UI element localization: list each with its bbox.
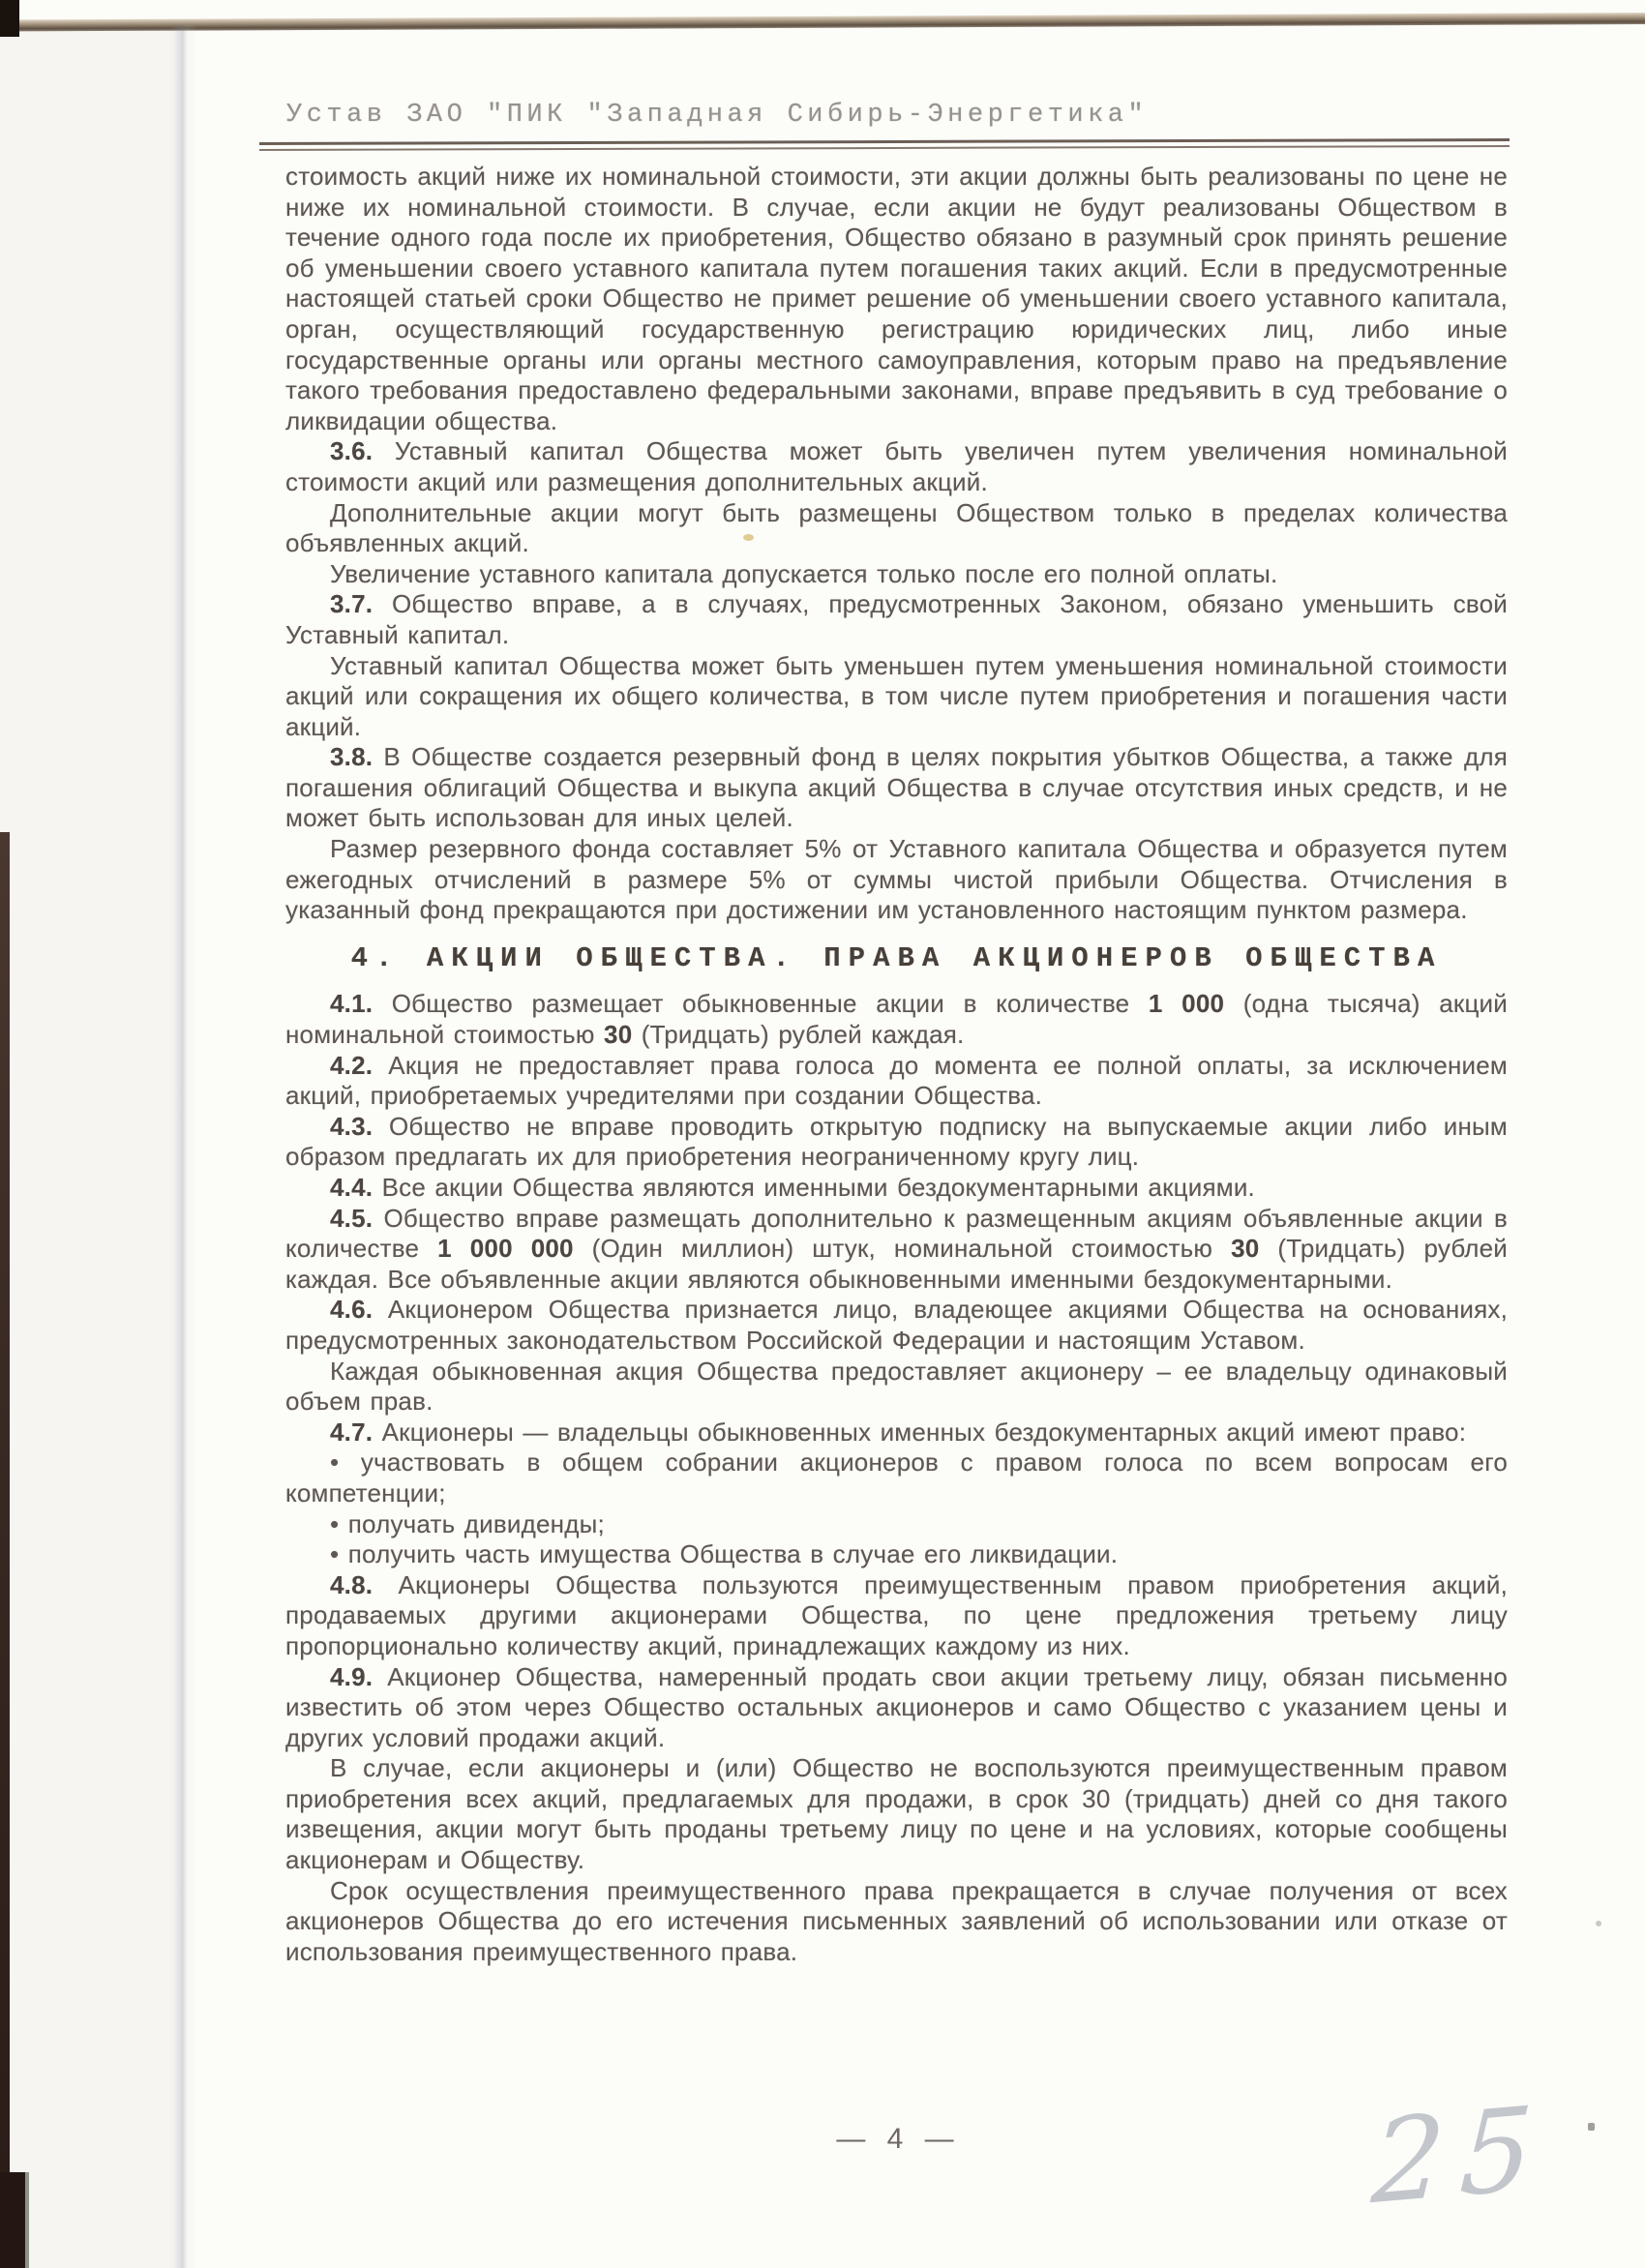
scan-top-edge [0, 13, 1645, 32]
underlying-page-edge [0, 23, 172, 2268]
paper-speck [1596, 1921, 1601, 1926]
paragraph: 4.1. Общество размещает обыкновенные акции в количестве 1 000 (одна тысяча) акций номинальной стоимостью 30 (Тридцать) рублей каждая. [285, 989, 1508, 1050]
paragraph: 4.9. Акционер Общества, намеренный продать свои акции третьему лицу, обязан письменно известить об этом через Общество остальных акционеров и само Общество с указанием цены и других условий продажи акций. [285, 1661, 1508, 1752]
paragraph: Срок осуществления преимущественного права прекращается в случае получения от всех акционеров Общества до его истечения письменных заявлений об использовании или отказе от использования преимущественного права. [285, 1875, 1508, 1966]
paragraph: 4.4. Все акции Общества являются именными бездокументарными акциями. [330, 1173, 1255, 1202]
scan-corner-shadow [0, 0, 19, 37]
paragraph: 4.8. Акционеры Общества пользуются преимущественным правом приобретения акций, продаваемых другими акционерами Общества, по цене предложения третьему лицу пропорционально количеству акций, принадлежащих каждому из них. [285, 1569, 1508, 1660]
paragraph: Дополнительные акции могут быть размещены Обществом только в пределах количества объявленных акций. [285, 497, 1508, 558]
handwritten-page-number: 25 [1368, 2079, 1552, 2230]
paragraph: 4.7. Акционеры — владельцы обыкновенных именных бездокументарных акций имеют право: [330, 1417, 1467, 1447]
bullet-item: • получать дивиденды; [330, 1508, 605, 1538]
paragraph: 4.3. Общество не вправе проводить открытую подписку на выпускаемые акции либо иным образом предлагать их для приобретения неограниченному кругу лиц. [285, 1111, 1508, 1172]
paragraph: 3.7. Общество вправе, а в случаях, предусмотренных Законом, обязано уменьшить свой Уставный капитал. [285, 589, 1508, 649]
page-number: — 4 — [836, 2123, 957, 2155]
header-divider [259, 138, 1510, 151]
paragraph: Размер резервного фонда составляет 5% от Уставного капитала Общества и образуется путем ежегодных отчислений в размере 5% от суммы чистой прибыли Общества. Отчисления в указанный фонд прекращаются при достижении им установленного настоящим пунктом размера. [285, 834, 1508, 925]
header-divider-line-bottom [259, 145, 1510, 151]
paragraph: 3.8. В Обществе создается резервный фонд в целях покрытия убытков Общества, а также для погашения облигаций Общества и выкупа акций Общества в случае отсутствия иных средств, и не может быть использован для иных целей. [285, 742, 1508, 833]
paragraph: 4.6. Акционером Общества признается лицо, владеющее акциями Общества на основаниях, предусмотренных законодательством Российской Федерации и настоящим Уставом. [285, 1295, 1508, 1355]
paragraph: 4.5. Общество вправе размещать дополнительно к размещенным акциям объявленные акции в количестве 1 000 000 (Один миллион) штук, номинальной стоимостью 30 (Тридцать) рублей каждая. Все объявленные акции являются обыкновенными именными бездокументарными. [285, 1203, 1508, 1294]
running-header-title: Устав ЗАО "ПИК "Западная Сибирь-Энергетика" [286, 101, 1149, 130]
paragraph: 4.2. Акция не предоставляет права голоса до момента ее полной оплаты, за исключением акций, приобретаемых учредителями при создании Общества. [285, 1050, 1508, 1111]
scan-left-edge-bottom [0, 2172, 29, 2268]
section-heading: 4. АКЦИИ ОБЩЕСТВА. ПРАВА АКЦИОНЕРОВ ОБЩЕСТВА [350, 941, 1443, 974]
paragraph: Увеличение уставного капитала допускается только после его полной оплаты. [330, 558, 1278, 588]
bullet-item: • участвовать в общем собрании акционеров с правом голоса по всем вопросам его компетенции; [285, 1447, 1508, 1507]
paragraph: стоимость акций ниже их номинальной стоимости, эти акции должны быть реализованы по цене не ниже их номинальной стоимости. В случае, если акции не будут реализованы Обществом в течение одного года после их приобретения, Общество обязано в разумный срок принять решение об уменьшении своего уставного капитала путем погашения таких акций. Если в предусмотренные настоящей статьей сроки Общество не примет решение об уменьшении своего уставного капитала, орган, осуществляющий государственную регистрацию юридических лиц, либо иные государственные органы или органы местного самоуправления, которым право на предъявление такого требования предоставлено федеральными законами, вправе предъявить в суд требование о ликвидации общества. [285, 162, 1508, 435]
paragraph: Каждая обыкновенная акция Общества предоставляет акционеру – ее владельцу одинаковый объем прав. [285, 1356, 1508, 1417]
paragraph: В случае, если акционеры и (или) Общество не воспользуются преимущественным правом приобретения всех акций, предлагаемых для продажи, в срок 30 (тридцать) дней со дня такого извещения, акции могут быть проданы третьему лицу по цене и на условиях, которые сообщены акционерам и Обществу. [285, 1753, 1508, 1875]
paragraph: 3.6. Уставный капитал Общества может быть увеличен путем увеличения номинальной стоимости акций или размещения дополнительных акций. [285, 436, 1508, 496]
pencil-speck [1588, 2123, 1595, 2131]
paragraph: Уставный капитал Общества может быть уменьшен путем уменьшения номинальной стоимости акций или сокращения их общего количества, в том числе путем приобретения и погашения части акций. [285, 650, 1508, 741]
bullet-item: • получить часть имущества Общества в случае его ликвидации. [330, 1539, 1119, 1569]
page-fold-crease [170, 25, 197, 2268]
document-body [285, 162, 1508, 1967]
scan-left-edge [0, 832, 10, 2177]
header-divider-line-top [259, 138, 1510, 145]
